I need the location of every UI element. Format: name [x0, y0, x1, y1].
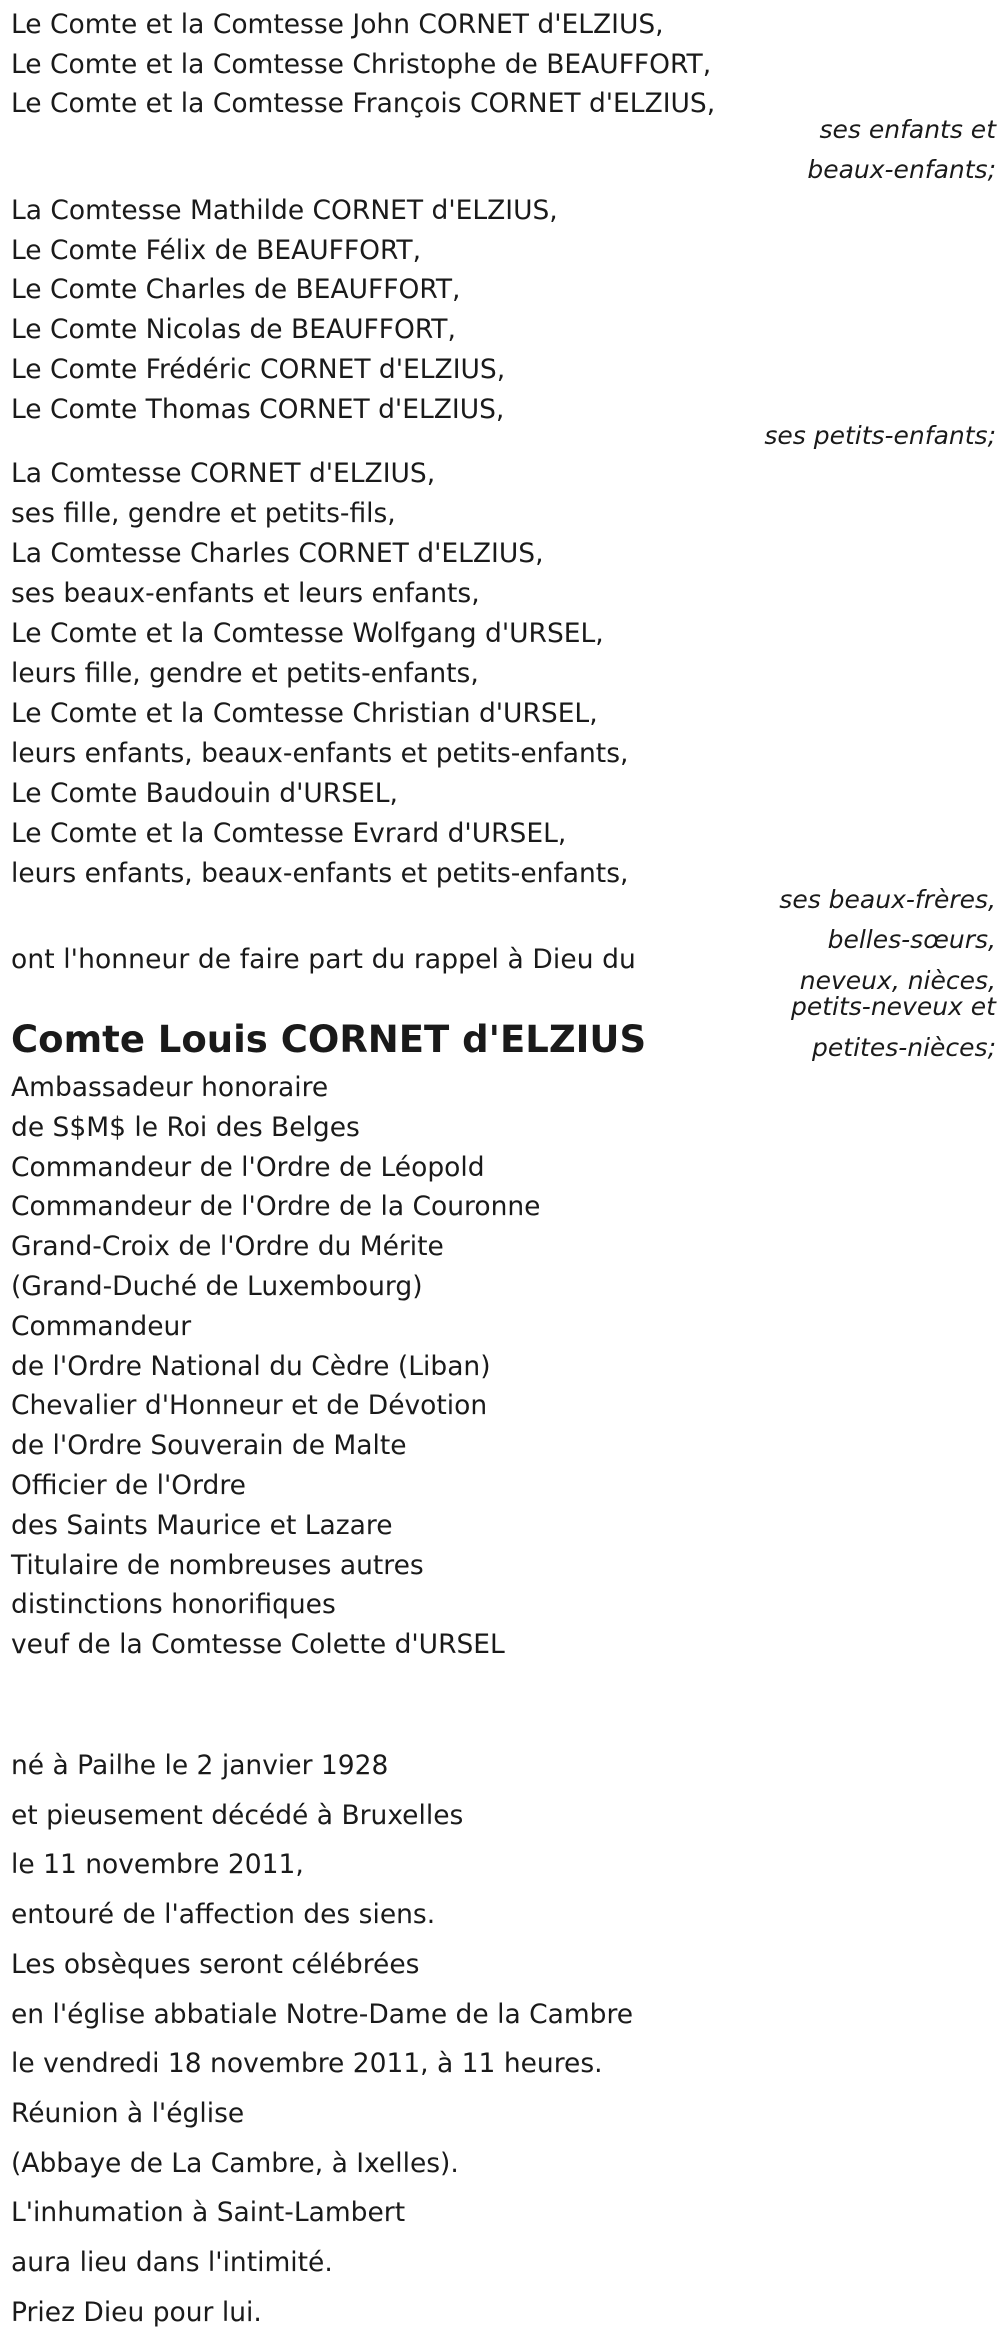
detail-line: en l'église abbatiale Notre-Dame de la Cambre — [11, 1998, 634, 2030]
detail-line: Réunion à l'église — [11, 2097, 245, 2129]
family-line: Le Comte et la Comtesse François CORNET d'ELZIUS, — [11, 88, 716, 120]
title-line: Commandeur de l'Ordre de Léopold — [11, 1151, 485, 1183]
extended-role-line-2: belles-sœurs, — [827, 925, 996, 954]
children-role-line-1: ses enfants et — [819, 115, 996, 144]
detail-line: le vendredi 18 novembre 2011, à 11 heures. — [11, 2048, 603, 2080]
extended-role-line-4: petits-neveux et — [790, 992, 996, 1021]
family-line: La Comtesse Charles CORNET d'ELZIUS, — [11, 538, 544, 569]
title-line: de S$M$ le Roi des Belges — [11, 1111, 360, 1143]
detail-line: entouré de l'affection des siens. — [11, 1899, 436, 1931]
family-line: Le Comte et la Comtesse Christophe de BEAUFFORT, — [11, 48, 712, 80]
deceased-name: Comte Louis CORNET d'ELZIUS — [11, 1018, 647, 1061]
family-line: Le Comte et la Comtesse Christian d'URSEL, — [11, 698, 598, 729]
title-line: Grand-Croix de l'Ordre du Mérite — [11, 1231, 444, 1263]
honorary-titles — [11, 1068, 540, 1665]
extended-role-line-5: petites-nièces; — [812, 1033, 996, 1062]
family-line: Le Comte Nicolas de BEAUFFORT, — [11, 314, 456, 346]
extended-role-line-1: ses beaux-frères, — [779, 885, 996, 914]
children-role-line-2: beaux-enfants; — [807, 155, 996, 184]
family-line: leurs fille, gendre et petits-enfants, — [11, 658, 479, 689]
detail-line: Les obsèques seront célébrées — [11, 1948, 420, 1980]
family-line: Le Comte et la Comtesse Evrard d'URSEL, — [11, 818, 567, 849]
detail-line: et pieusement décédé à Bruxelles — [11, 1799, 464, 1831]
children-names — [11, 5, 715, 124]
grandchildren-names — [11, 191, 558, 429]
title-line: Chevalier d'Honneur et de Dévotion — [11, 1390, 488, 1422]
family-line: Le Comte et la Comtesse Wolfgang d'URSEL, — [11, 618, 604, 649]
family-line: Le Comte et la Comtesse John CORNET d'ELZIUS, — [11, 9, 664, 40]
family-line: leurs enfants, beaux-enfants et petits-enfants, — [11, 738, 629, 769]
title-line: distinctions honorifiques — [11, 1589, 336, 1621]
family-line: Le Comte Charles de BEAUFFORT, — [11, 274, 461, 306]
extended-family-names — [11, 454, 628, 894]
title-line: Commandeur de l'Ordre de la Couronne — [11, 1191, 541, 1223]
detail-line: L'inhumation à Saint-Lambert — [11, 2197, 406, 2229]
grandchildren-role: ses petits-enfants; — [764, 421, 996, 450]
family-line: Le Comte Frédéric CORNET d'ELZIUS, — [11, 353, 506, 385]
family-line: leurs enfants, beaux-enfants et petits-enfants, — [11, 858, 629, 889]
family-line: La Comtesse Mathilde CORNET d'ELZIUS, — [11, 195, 558, 226]
title-line: de l'Ordre Souverain de Malte — [11, 1430, 407, 1462]
detail-line: Priez Dieu pour lui. — [11, 2296, 262, 2328]
title-line: des Saints Maurice et Lazare — [11, 1509, 393, 1541]
title-line: Commandeur — [11, 1310, 192, 1342]
announcement-text: ont l'honneur de faire part du rappel à Dieu du — [11, 944, 636, 975]
funeral-details — [11, 1741, 633, 2337]
title-line: (Grand-Duché de Luxembourg) — [11, 1270, 423, 1302]
family-line: Le Comte Félix de BEAUFFORT, — [11, 234, 422, 266]
family-line: ses beaux-enfants et leurs enfants, — [11, 578, 480, 609]
title-line: Titulaire de nombreuses autres — [11, 1549, 424, 1581]
title-line: Ambassadeur honoraire — [11, 1072, 329, 1103]
title-line: Officier de l'Ordre — [11, 1469, 246, 1501]
detail-line: né à Pailhe le 2 janvier 1928 — [11, 1750, 389, 1781]
title-line: veuf de la Comtesse Colette d'URSEL — [11, 1629, 505, 1661]
detail-line: (Abbaye de La Cambre, à Ixelles). — [11, 2147, 459, 2179]
detail-line: aura lieu dans l'intimité. — [11, 2247, 333, 2279]
family-line: ses fille, gendre et petits-fils, — [11, 498, 396, 529]
extended-role-line-3: neveux, nièces, — [799, 966, 996, 995]
family-line: Le Comte Thomas CORNET d'ELZIUS, — [11, 393, 505, 425]
family-line: La Comtesse CORNET d'ELZIUS, — [11, 458, 436, 489]
title-line: de l'Ordre National du Cèdre (Liban) — [11, 1350, 491, 1382]
detail-line: le 11 novembre 2011, — [11, 1849, 304, 1881]
family-line: Le Comte Baudouin d'URSEL, — [11, 778, 398, 809]
